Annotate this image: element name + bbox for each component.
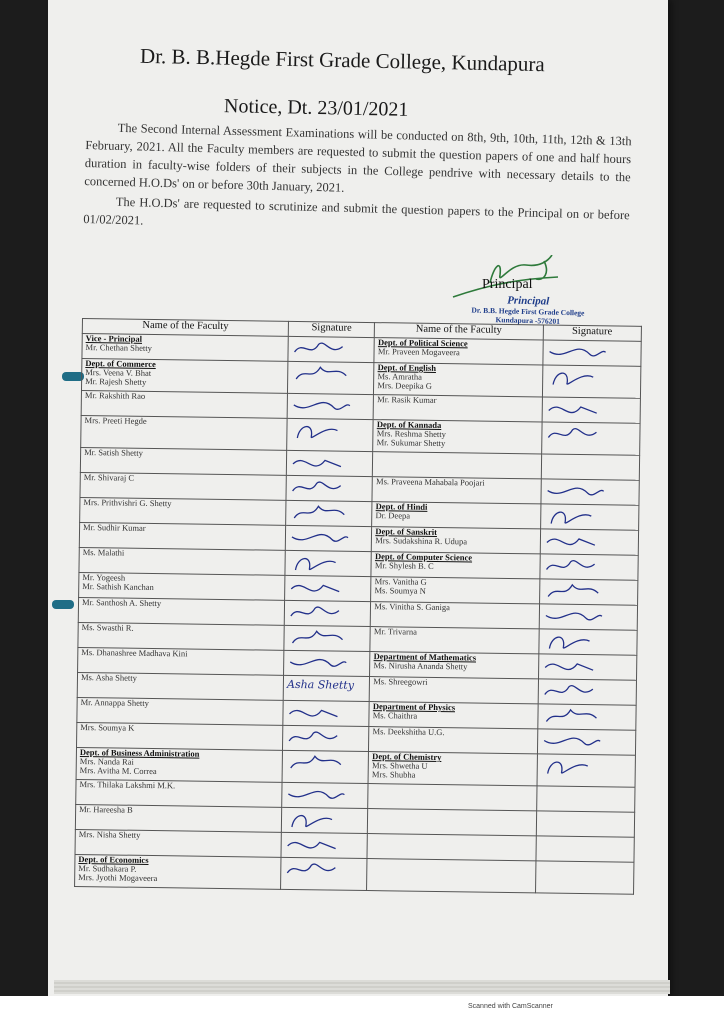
signature-scribble [290,363,368,386]
signature-cell-left [282,782,368,808]
header-faculty-left: Name of the Faculty [82,319,288,337]
signature-cell-left [283,725,369,751]
binder-ring-bottom [52,600,74,609]
signature-cell-right [536,786,635,812]
signature-cell-left [287,393,373,419]
faculty-name-cell-right [369,702,538,729]
signature-cell-left [288,361,375,394]
handwritten-signature: Asha Shetty [286,677,355,692]
signature-cell-right [542,397,641,423]
signature-scribble [287,627,365,650]
notice-paragraph-2: The H.O.Ds' are requested to scrutinize and submit the question papers to the Principal on or before 01/02/2021. [83,194,630,228]
department-heading: Dept. of Political Science [377,337,468,349]
signature-cell-right [538,629,637,655]
faculty-name: Mr. Praveen Mogaveera [377,346,460,358]
faculty-name-cell-left [82,334,288,362]
faculty-name: Ms. Swasthi R. [81,622,134,633]
department-heading: Vice - Principal [85,333,143,344]
signature-cell-left [281,832,367,858]
faculty-name: Ms. Vinitha S. Ganiga [374,601,450,613]
college-title: Dr. B. B.Hegde First Grade College, Kundapura [139,43,545,77]
faculty-name-cell-right [374,363,543,397]
signature-scribble [539,755,629,778]
faculty-name-cell-right [372,527,541,554]
faculty-name: Ms. Malathi [82,547,125,558]
signature-cell-left [285,550,371,576]
signature-cell-right [541,454,640,480]
faculty-name-cell-left [80,497,286,525]
signature-cell-right [538,679,637,705]
signature-scribble [291,338,369,361]
faculty-name-cell-right [373,395,542,422]
department-heading: Dept. of Economics [78,854,149,865]
faculty-name-cell-left [75,829,281,857]
signature-scribble [541,605,631,628]
signature-scribble [287,602,365,625]
signature-scribble [289,452,367,475]
department-heading: Dept. of Hindi [375,501,428,512]
faculty-name: Mrs. Soumya K [80,722,135,733]
signature-cell-left [284,600,370,626]
table-row [75,854,634,894]
department-heading: Dept. of English [377,362,437,373]
signature-scribble [541,630,631,653]
signature-cell-left [282,750,369,783]
stamp-title: Principal [506,294,550,308]
faculty-name: Ms. Chaithra [372,710,418,721]
faculty-name-cell-right [370,627,539,654]
faculty-name: Mr. Sudhir Kumar [83,522,146,533]
notice-paragraph-1: The Second Internal Assessment Examinations will be conducted on 8th, 9th, 10th, 11th, 12th & 13th February, 2021. All the Faculty members are requested to submit the question papers of one and half hours duration in faculty-wise folders of their subjects in the College pendrive with necessary details to the concerned H.O.Ds' on or before 30th January, 2021. [84,120,632,195]
signature-scribble [284,809,362,832]
signature-scribble [541,655,631,678]
department-heading: Dept. of Chemistry [372,751,442,763]
faculty-name-cell-right [367,834,536,861]
faculty-name: Mr. Shivaraj C [83,472,135,483]
signature-scribble [542,580,632,603]
faculty-name-cell-right [372,502,541,529]
faculty-name: Mrs. Reshma Shetty [376,428,446,440]
signature-cell-left [286,475,372,501]
faculty-name: Mrs. Thilaka Lakshmi M.K. [79,779,176,791]
signature-scribble [288,502,366,525]
faculty-name: Mr. Satish Shetty [84,447,144,458]
faculty-name: Mrs. Sudakshina R. Udupa [375,535,468,547]
signature-scribble [539,730,629,753]
signature-cell-right [542,365,641,398]
signature-cell-left [281,857,368,890]
signature-scribble [288,527,366,550]
stamp-college: Dr. B.B. Hegde First Grade College [471,305,585,318]
faculty-name-cell-left [81,415,288,450]
header-signature-left: Signature [288,321,374,337]
faculty-name: Mrs. Jyothi Mogaveera [78,872,158,884]
faculty-name: Ms. Shreegowri [373,676,428,687]
signature-cell-right [535,836,634,862]
signature-cell-left [287,418,374,451]
faculty-name: Mrs. Nisha Shetty [78,829,141,840]
faculty-name-cell-left [78,647,284,675]
signature-scribble [545,366,635,389]
signature-cell-left [286,450,372,476]
signature-scribble [542,555,632,578]
faculty-name-cell-right [372,477,541,504]
faculty-name-cell-right [373,452,542,479]
signature-scribble [545,341,635,364]
signature-cell-left [286,500,372,526]
notice-heading: Notice, Dt. 23/01/2021 [223,95,409,121]
faculty-name: Dr. Deepa [375,510,411,521]
faculty-name: Mr. Chethan Shetty [85,342,153,353]
faculty-name-cell-right [371,602,540,629]
faculty-name-cell-left [81,359,288,394]
signature-scribble [290,395,368,418]
signature-scribble [540,680,630,703]
department-heading: Dept. of Sanskrit [375,526,438,537]
signature-scribble [286,652,364,675]
signature-scribble [540,705,630,728]
signature-scribble [289,477,367,500]
signature-cell-right [542,340,641,366]
signature-cell-left [284,650,370,676]
faculty-name-cell-right [373,420,542,454]
signature-scribble [286,702,364,725]
stamp-place: Kundapura -576201 [495,315,561,326]
faculty-name: Mrs. Shwetha U [372,760,428,771]
faculty-name: Mrs. Nanda Rai [79,756,134,767]
faculty-name: Mr. Sukumar Shetty [376,437,446,449]
faculty-name-cell-left [78,597,284,625]
faculty-name-cell-right [368,784,537,811]
department-heading: Dept. of Computer Science [374,551,473,563]
faculty-name-cell-left [75,854,282,889]
faculty-name-cell-left [79,547,285,575]
faculty-name-cell-right [369,677,538,704]
signature-cell-right [541,422,640,455]
signature-cell-right [536,811,635,837]
faculty-name-cell-right [368,809,537,836]
scanner-watermark: Scanned with CamScanner [468,1003,553,1010]
signature-scribble [543,505,633,528]
faculty-name: Mrs. Veena V. Bhat [85,367,152,378]
faculty-name-cell-left [77,722,283,750]
signature-cell-right [540,504,639,530]
faculty-signature-table [73,318,642,966]
faculty-name-cell-left [77,672,283,700]
faculty-name: Mrs. Prithvishri G. Shetty [83,497,172,509]
faculty-name: Mrs. Avitha M. Correa [79,765,157,777]
faculty-name: Mrs. Deepika G [377,380,432,391]
signature-scribble [544,398,634,421]
faculty-name-cell-left [77,697,283,725]
faculty-name: Mr. Shylesh B. C [374,560,434,571]
signature-cell-left [288,336,374,362]
department-heading: Dept. of Commerce [85,358,156,370]
scan-footer [0,996,724,1024]
faculty-table-body [75,334,642,895]
signature-scribble [542,530,632,553]
faculty-name: Mr. Rajesh Shetty [85,376,147,387]
signature-cell-right [539,604,638,630]
signature-scribble [285,752,363,775]
principal-stamp [448,293,609,327]
faculty-name: Ms. Praveena Mahabala Poojari [375,476,485,488]
department-heading: Dept. of Business Administration [79,747,200,759]
signature-cell-left [285,525,371,551]
signature-scribble [284,784,362,807]
faculty-name: Mr. Rasik Kumar [377,394,437,405]
faculty-name-cell-right [368,752,537,786]
faculty-name: Ms. Dhanashree Madhava Kini [81,647,188,659]
signature-cell-right [535,861,634,894]
faculty-name: Mr. Sathish Kanchan [82,581,154,593]
paper-stack-edge [54,980,670,994]
signature-cell-left [285,575,371,601]
faculty-name-cell-left [80,447,286,475]
faculty-name-cell-right [374,338,543,365]
department-heading: Department of Mathematics [373,651,477,663]
faculty-name-cell-right [367,859,536,893]
faculty-name-cell-right [369,727,538,754]
faculty-name: Mr. Sudhakara P. [78,863,137,874]
faculty-name-cell-right [370,652,539,679]
signature-cell-left [281,807,367,833]
signature-cell-right [539,579,638,605]
faculty-name: Mrs. Shubha [371,769,416,780]
faculty-name: Ms. Nirusha Ananda Shetty [373,660,468,672]
faculty-name: Mr. Annappa Shetty [80,697,149,708]
signature-cell-right [538,654,637,680]
signature-cell-right [540,529,639,555]
faculty-name: Ms. Asha Shetty [80,672,138,683]
signature-scribble [288,552,366,575]
faculty-name: Mrs. Vanitha G [374,576,427,587]
signature-scribble [287,577,365,600]
faculty-name-cell-left [78,622,284,650]
faculty-name: Ms. Soumya N [374,585,426,596]
department-heading: Department of Physics [372,701,456,713]
faculty-name: Mr. Hareesha B [79,804,133,815]
faculty-name-cell-left [80,472,286,500]
signature-scribble [284,834,362,857]
faculty-name-cell-left [79,572,285,600]
signature-cell-left [283,675,369,701]
faculty-name: Mr. Yogeesh [82,572,126,583]
signature-cell-right [539,554,638,580]
faculty-name: Ms. Amratha [377,371,422,382]
signature-scribble [283,859,361,882]
signature-scribble [285,727,363,750]
faculty-name-cell-right [371,552,540,579]
principal-label: Principal [482,277,533,292]
faculty-name-cell-left [75,804,281,832]
signature-cell-left [284,625,370,651]
faculty-name-cell-left [76,779,282,807]
header-signature-right: Signature [543,325,642,341]
signature-scribble [289,420,367,443]
faculty-name: Ms. Deekshitha U.G. [372,726,445,738]
faculty-name: Mrs. Preeti Hegde [84,415,147,426]
signature-cell-left [283,700,369,726]
faculty-name-cell-left [79,522,285,550]
header-faculty-right: Name of the Faculty [375,323,543,340]
signature-cell-right [537,729,636,755]
signature-cell-right [537,704,636,730]
signature-scribble [543,480,633,503]
faculty-name: Mr. Trivarna [373,626,418,637]
faculty-name-cell-left [76,747,283,782]
signature-cell-right [537,754,636,787]
signature-scribble [544,423,634,446]
notice-body [83,118,632,242]
faculty-name: Mr. Rakshith Rao [84,390,146,401]
signature-cell-right [540,479,639,505]
faculty-name-cell-left [81,390,287,418]
faculty-name: Mr. Santhosh A. Shetty [81,597,162,609]
faculty-name-cell-right [371,577,540,604]
department-heading: Dept. of Kannada [376,419,442,431]
